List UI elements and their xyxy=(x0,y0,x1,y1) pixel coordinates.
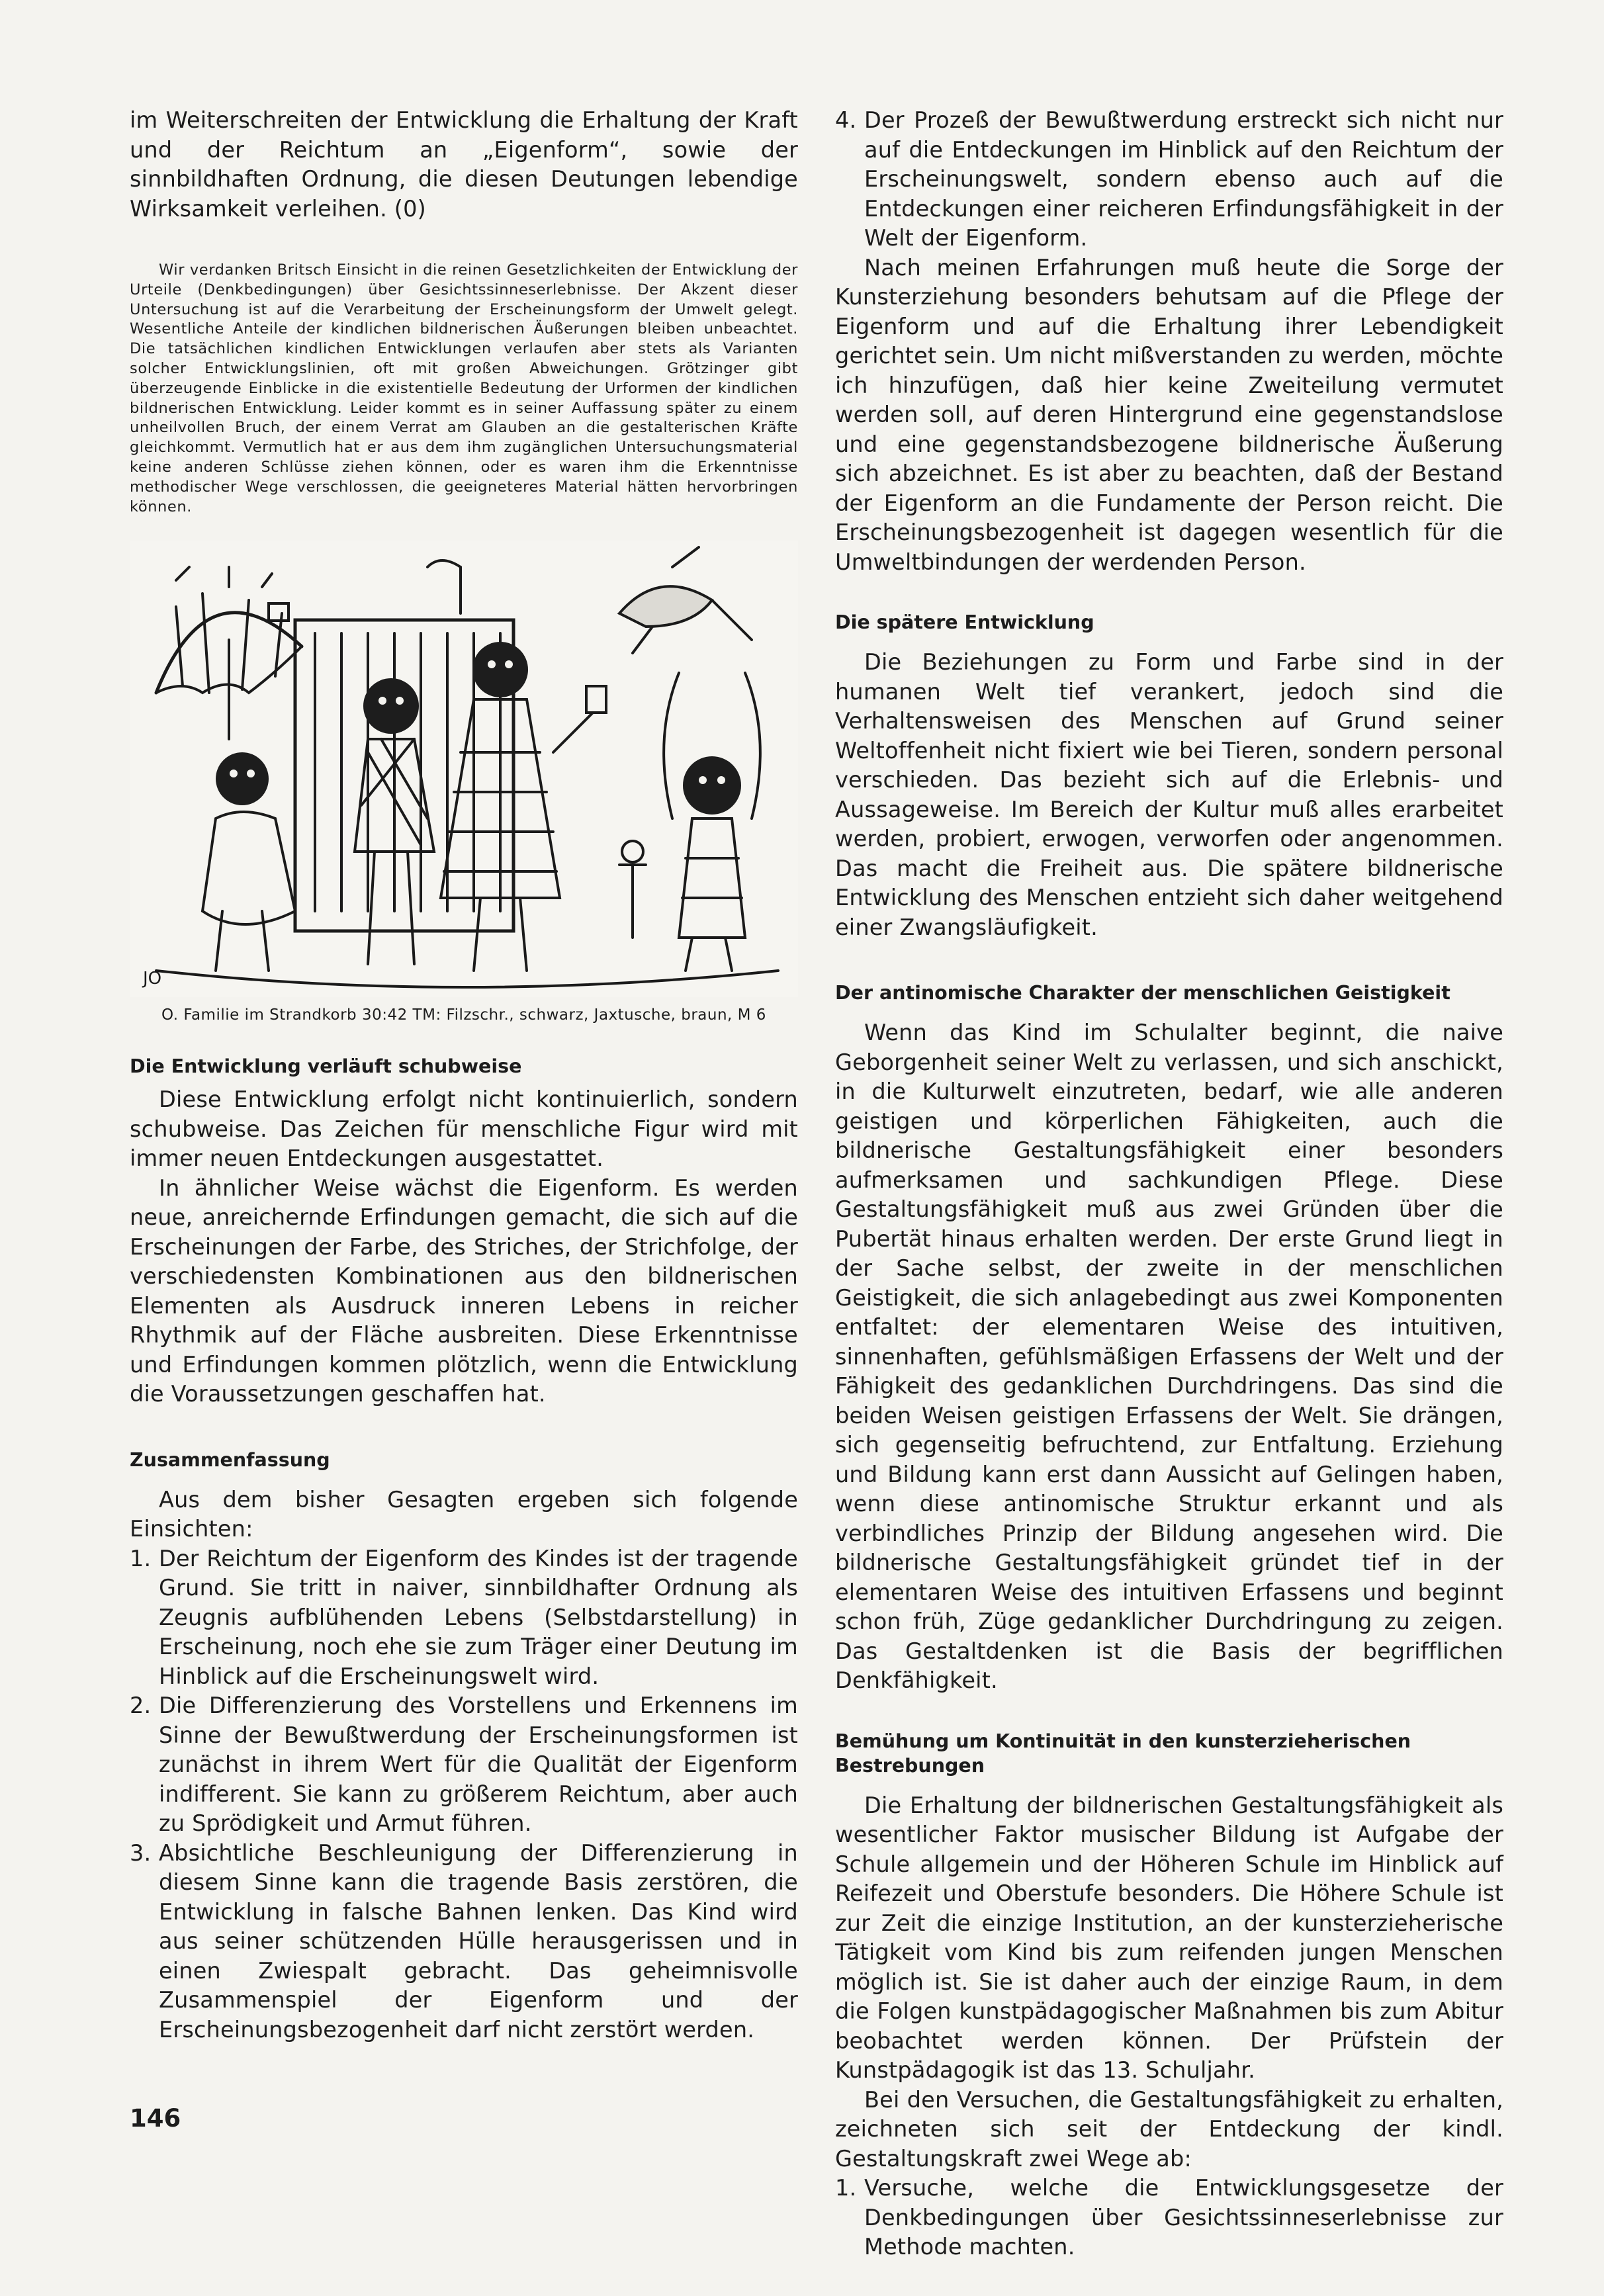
summary-list-continued xyxy=(835,106,1503,253)
list-item: 4. Der Prozeß der Bewußtwerdung erstreckt sich nicht nur auf die Entdeckungen im Hinblick auf den Reichtum der Erscheinungswelt, sondern ebenso auch auf die Entdeckungen einer reicheren Erfindungsfähigkeit in der Welt der Eigenform. xyxy=(835,107,1503,251)
paragraph-kontinuitaet-1: Die Erhaltung der bildnerischen Gestaltungsfähigkeit als wesentlicher Faktor musischer Bildung ist Aufgabe der Schule allgemein und der Höheren Schule im Hinblick auf Reifezeit und Oberstufe besonders. Die Höhere Schule ist zur Zeit die einzige Institution, an der kunsterzieherische Tätigkeit vom Kind bis zum reifenden jungen Menschen möglich ist. Sie ist daher auch der einzige Raum, in dem die Folgen kunstpädagogischer Maßnahmen bis zum Abitur beobachtet werden können. Der Prüfstein der Kunstpädagogik ist das 13. Schuljahr. xyxy=(835,1792,1503,2083)
heading-spaetere-entwicklung: Die spätere Entwicklung xyxy=(835,611,1094,633)
paragraph-antinomisch: Wenn das Kind im Schulalter beginnt, die naive Geborgenheit seiner Welt zu verlassen, und sich anschickt, in die Kulturwelt einzutreten, bedarf, wie alle anderen geistigen und körperlichen Fähigkeiten, auch die bildnerische Gestaltungsfähigkeit einer besonders aufmerksamen und sachkundigen Pflege. Diese Gestaltungsfähigkeit muß aus zwei Gründen über die Pubertät hinaus erhalten werden. Der erste Grund liegt in der Sache selbst, der zweite in der menschlichen Geistigkeit, die sich anlagebedingt aus zwei Komponenten entfaltet: der elementaren Weise des intuitiven, sinnenhaften, gefühlsmäßigen Erfassens der Welt und der Fähigkeit des gedanklichen Durchdringens. Das sind die beiden Weisen geistigen Erfassens der Welt. Sie drängen, sich gegenseitig befruchtend, zur Entfaltung. Erziehung und Bildung kann erst dann Aussicht auf Gelingen haben, wenn diese antinomische Struktur erkannt und als verbindliches Prinzip der Bildung angesehen wird. Die bildnerische Gestaltungsfähigkeit gründet tief in der elementaren Weise des intuitiven Erfassens und beginnt schon früh, Züge gedanklicher Durchdringung zu zeigen. Das Gestaltdenken ist die Basis der begrifflichen Denkfähigkeit. xyxy=(835,1020,1503,1693)
paragraph-schubweise-2: In ähnlicher Weise wächst die Eigenform. Es werden neue, anreichernde Erfindungen gemacht, die sich auf die Erscheinungen der Farbe, des Striches, der Strichfolge, der verschiedensten Kombinationen aus den bildnerischen Elementen als Ausdruck inneren Lebens in reicher Rhythmik auf der Fläche ausbreiten. Diese Erkenntnisse und Erfindungen kommen plötzlich, wenn die Entwicklung die Voraussetzungen geschaffen hat. xyxy=(130,1174,798,1407)
child-drawing-figure xyxy=(130,541,798,997)
list-item: 1. Versuche, welche die Entwicklungsgesetze der Denkbedingungen über Gesichtssinneserlebnisse zur Methode machten. xyxy=(835,2175,1503,2260)
list-item: 1. Der Reichtum der Eigenform des Kindes ist der tragende Grund. Sie tritt in naiver, sinnbildhafter Ordnung als Zeugnis aufblühenden Lebens (Selbstdarstellung) in Erscheinung, noch ehe sie zum Träger einer Deutung im Hinblick auf die Erscheinungswelt wird. xyxy=(130,1545,798,1689)
summary-list xyxy=(130,1544,798,2045)
family-beach-chair-drawing xyxy=(130,541,798,997)
svg-text:JO: JO xyxy=(143,969,162,989)
paragraph-spaetere-entwicklung: Die Beziehungen zu Form und Farbe sind in der humanen Welt tief verankert, jedoch sind die Verhaltensweisen des Menschen auf Grund seiner Weltoffenheit nicht fixiert wie bei Tieren, sondern personal verschieden. Das bezieht sich auf die Erlebnis- und Aussageweise. Im Bereich der Kultur muß alles erarbeitet werden, probiert, erwogen, verworfen oder angenommen. Das macht die Freiheit aus. Die spätere bildnerische Entwicklung des Menschen entzieht sich daher weitgehend einer Zwangsläufigkeit. xyxy=(835,649,1503,940)
paragraph-kontinuitaet-2: Bei den Versuchen, die Gestaltungsfähigkeit zu erhalten, zeichneten sich seit der Entdeckung der kindl. Gestaltungskraft zwei Wege ab: xyxy=(835,2086,1503,2172)
list-item: 3. Absichtliche Beschleunigung der Differenzierung in diesem Sinne kann die tragende Basis zerstören, die Entwicklung in falsche Bahnen lenken. Das Kind wird aus seiner schützenden Hülle herausgerissen und in einen Zwiespalt gebracht. Das geheimnisvolle Zusammenspiel der Eigenform und der Erscheinungsbezogenheit darf nicht zerstört werden. xyxy=(130,1839,798,2043)
paragraph-schubweise-1: Diese Entwicklung erfolgt nicht kontinuierlich, sondern schubweise. Das Zeichen für menschliche Figur wird mit immer neuen Entdeckungen ausgestattet. xyxy=(130,1086,798,1172)
paragraph-kunsterziehung: Nach meinen Erfahrungen muß heute die Sorge der Kunsterziehung besonders behutsam auf die Pflege der Eigenform und auf die Erhaltung ihrer Lebendigkeit gerichtet sein. Um nicht mißverstanden zu werden, möchte ich hinzufügen, daß hier keine Zweiteilung vermutet werden soll, auf deren Hintergrund eine gegenstandslose und eine gegenstandsbezogene bildnerische Äußerung sich abzeichnet. Es ist aber zu beachten, daß der Bestand der Eigenform an die Fundamente der Person reicht. Die Erscheinungsbezogenheit ist dagegen wesentlich für die Umweltbindungen der werdenden Person. xyxy=(835,254,1503,575)
list-item: 2. Die Differenzierung des Vorstellens und Erkennens im Sinne der Bewußtwerdung der Erscheinungsformen ist zunächst in ihrem Wert für die Qualität der Eigenform indifferent. Sie kann zu größerem Reichtum, aber auch zu Sprödigkeit und Armut führen. xyxy=(130,1693,798,1837)
heading-kontinuitaet: Bemühung um Kontinuität in den kunsterzieherischen Bestrebungen xyxy=(835,1730,1411,1777)
figure-caption: O. Familie im Strandkorb 30:42 TM: Filzschr., schwarz, Jaxtusche, braun, M 6 xyxy=(161,1006,766,1024)
heading-antinomisch: Der antinomische Charakter der menschlichen Geistigkeit xyxy=(835,982,1450,1004)
summary-intro: Aus dem bisher Gesagten ergeben sich folgende Einsichten: xyxy=(130,1486,798,1542)
heading-zusammenfassung: Zusammenfassung xyxy=(130,1448,330,1471)
footnote-paragraph: Wir verdanken Britsch Einsicht in die reinen Gesetzlichkeiten der Entwicklung der Urteile (Denkbedingungen) über Gesichtssinneserlebnisse. Der Akzent dieser Untersuchung ist auf die Verarbeitung der Erscheinungsform der Umwelt gelegt. Wesentliche Anteile der kindlichen bildnerischen Äußerungen bleiben unbeachtet. Die tatsächlichen kindlichen Entwicklungen verlaufen aber stets als Varianten solcher Entwicklungslinien, oft mit großen Abweichungen. Grötzinger gibt überzeugende Einblicke in die existentielle Bedeutung der Urformen der kindlichen bildnerischen Entwicklung. Leider kommt es in seiner Auffassung später zu einem unheilvollen Bruch, der einem Verrat am Glauben an die gestalterischen Kräfte gleichkommt. Vermutlich hat er aus dem ihm zugänglichen Untersuchungsmaterial keine anderen Schlüsse ziehen können, oder es waren ihm die Erkenntnisse methodischer Wege verschlossen, die geeigneteres Material hätten hervorbringen können. xyxy=(130,261,798,515)
methods-list xyxy=(835,2174,1503,2262)
page-number: 146 xyxy=(130,2104,181,2133)
intro-paragraph: im Weiterschreiten der Entwicklung die Erhaltung der Kraft und der Reichtum an „Eigenform“, sowie der sinnbildhaften Ordnung, die diesen Deutungen lebendige Wirksamkeit verleihen. (0) xyxy=(130,107,798,222)
right-column xyxy=(835,106,1503,2262)
heading-schubweise: Die Entwicklung verläuft schubweise xyxy=(130,1055,522,1078)
left-column xyxy=(130,106,798,2045)
